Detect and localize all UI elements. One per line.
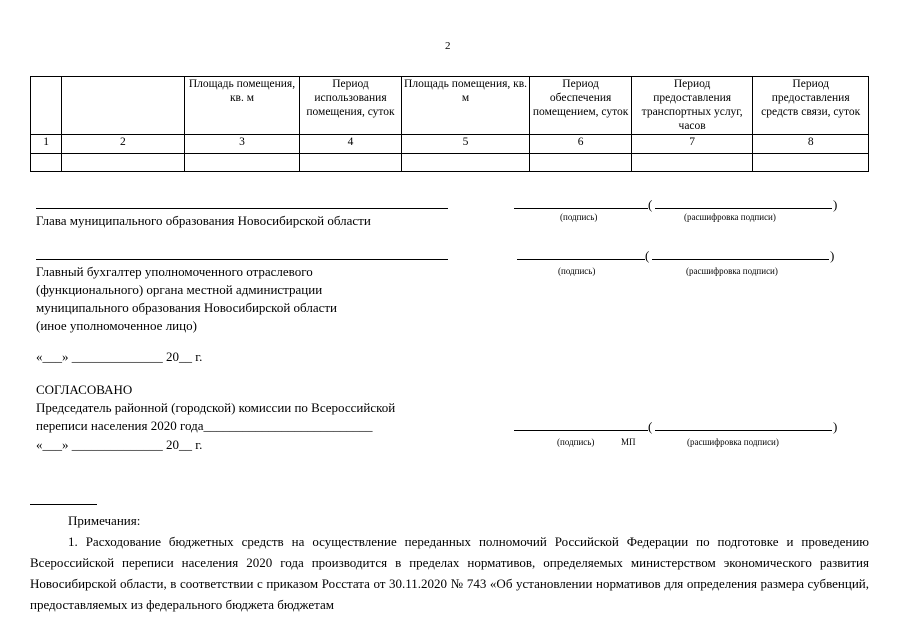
column-number-cell: 6 <box>530 135 631 154</box>
empty-cell <box>401 154 530 172</box>
column-number-cell: 7 <box>631 135 753 154</box>
header-cell: Площадь помещения, кв. м <box>401 77 530 135</box>
empty-cell <box>753 154 869 172</box>
header-cell <box>31 77 62 135</box>
column-number-cell: 1 <box>31 135 62 154</box>
table-row <box>31 135 869 154</box>
notes-section <box>30 510 869 615</box>
close-paren: ) <box>830 248 835 263</box>
decode-line <box>655 430 832 431</box>
signature-caption: (подпись) <box>560 212 598 222</box>
accountant-title-line-1: Главный бухгалтер уполномоченного отраслевого <box>36 264 313 279</box>
notes-heading: Примечания: <box>68 513 141 528</box>
header-cell: Период обеспечения помещением, суток <box>530 77 631 135</box>
accountant-title-line-3: муниципального образования Новосибирской области <box>36 300 337 315</box>
date-line: «___» ______________ 20__ г. <box>36 437 203 452</box>
date-line: «___» ______________ 20__ г. <box>36 349 203 364</box>
header-cell: Период предоставления средств связи, суток <box>753 77 869 135</box>
accountant-title-line-2: (функционального) органа местной администрации <box>36 282 323 297</box>
signature-line <box>517 259 645 260</box>
empty-cell <box>62 154 185 172</box>
notes-paragraph: 1. Расходование бюджетных средств на осуществление переданных полномочий Российской Федерации по подготовке и проведению Всероссийской переписи населения 2020 года производится в пределах нормативов, определяемых министерством экономического развития Новосибирской области, в соответствии с приказом Росстата от 30.11.2020 № 743 «Об установлении нормативов для определения размера субвенций, предоставляемых из федерального бюджета бюджетам <box>30 534 869 612</box>
open-paren: ( <box>645 248 650 263</box>
empty-cell <box>530 154 631 172</box>
column-number-cell: 4 <box>300 135 401 154</box>
decode-caption: (расшифровка подписи) <box>686 266 778 276</box>
column-number-cell: 8 <box>753 135 869 154</box>
signature-caption: (подпись) <box>558 266 596 276</box>
head-title: Глава муниципального образования Новосибирской области <box>36 213 371 228</box>
table-row <box>31 154 869 172</box>
accountant-title-line-4: (иное уполномоченное лицо) <box>36 318 197 333</box>
table-header-row <box>31 77 869 135</box>
signature-line <box>514 208 648 209</box>
decode-caption: (расшифровка подписи) <box>684 212 776 222</box>
close-paren: ) <box>833 419 838 434</box>
agreed-heading: СОГЛАСОВАНО <box>36 382 133 397</box>
signature-line <box>514 430 648 431</box>
open-paren: ( <box>648 197 653 212</box>
accountant-title-line <box>36 259 448 260</box>
decode-caption: (расшифровка подписи) <box>687 437 779 447</box>
column-number-cell: 3 <box>184 135 300 154</box>
close-paren: ) <box>833 197 838 212</box>
column-number-cell: 2 <box>62 135 185 154</box>
stamp-place-caption: МП <box>621 437 636 447</box>
data-table <box>30 76 869 172</box>
empty-cell <box>631 154 753 172</box>
page-number: 2 <box>445 40 451 52</box>
header-cell: Период использования помещения, суток <box>300 77 401 135</box>
header-cell <box>62 77 185 135</box>
empty-cell <box>31 154 62 172</box>
head-title-line <box>36 208 448 209</box>
footnote-separator <box>30 504 97 505</box>
empty-cell <box>300 154 401 172</box>
chairman-title-line-1: Председатель районной (городской) комиссии по Всероссийской <box>36 400 396 415</box>
signature-caption: (подпись) <box>557 437 595 447</box>
column-number-cell: 5 <box>401 135 530 154</box>
chairman-title-line-2: переписи населения 2020 года__________________________ <box>36 418 373 433</box>
decode-line <box>652 259 829 260</box>
decode-line <box>655 208 832 209</box>
header-cell: Период предоставления транспортных услуг, часов <box>631 77 753 135</box>
open-paren: ( <box>648 419 653 434</box>
empty-cell <box>184 154 300 172</box>
header-cell: Площадь помещения, кв. м <box>184 77 300 135</box>
